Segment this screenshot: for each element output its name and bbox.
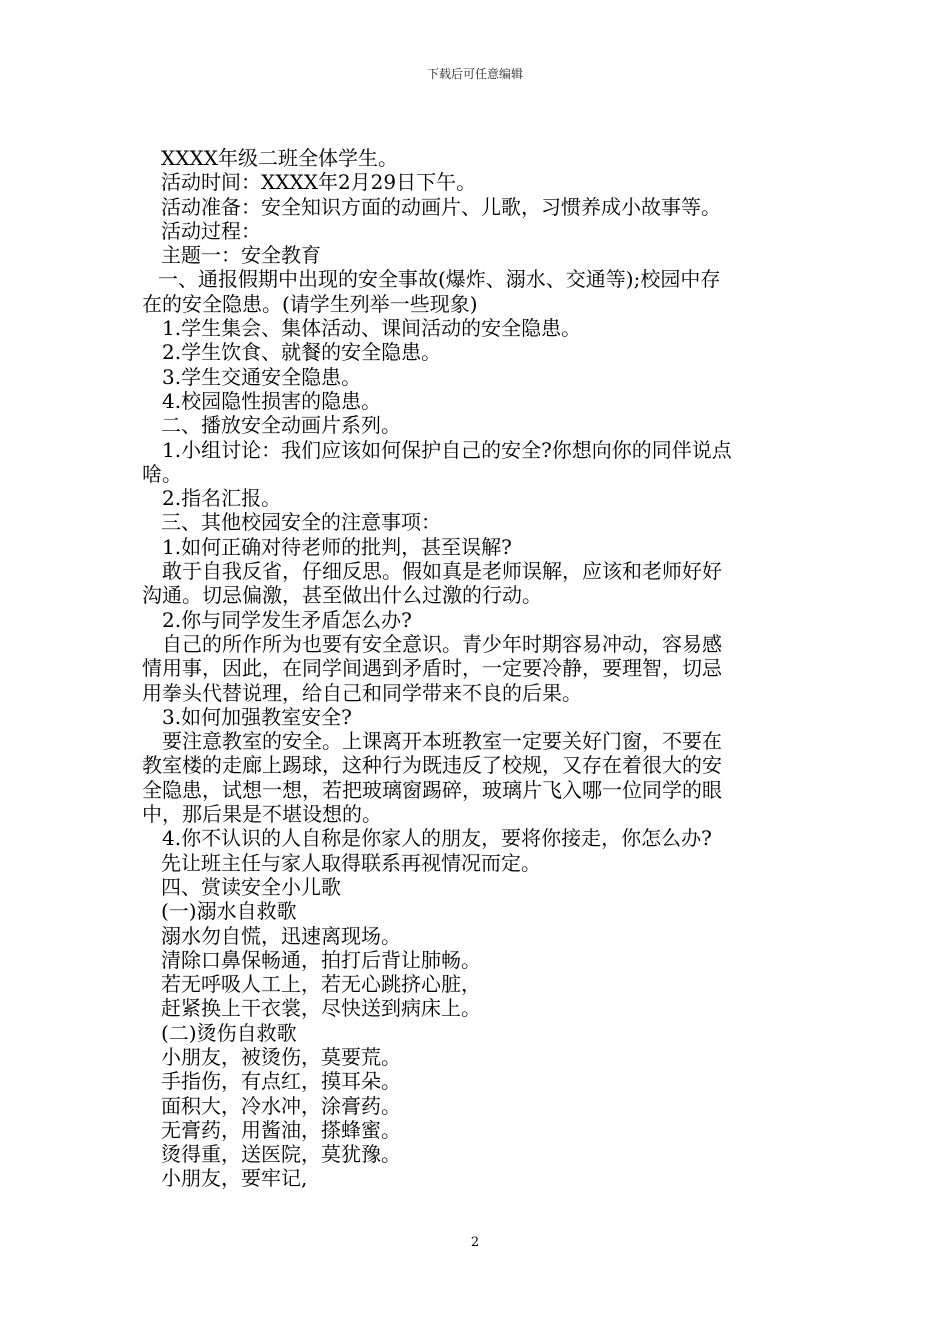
text-line: 1.如何正确对待老师的批判，甚至误解? (162, 534, 512, 559)
text-line: 三、其他校园安全的注意事项： (161, 510, 441, 535)
text-line: XXXX年级二班全体学生。 (161, 146, 398, 170)
text-line: 若无呼吸人工上，若无心跳挤心脏， (161, 972, 481, 997)
text-line: 4.校园隐性损害的隐患。 (162, 388, 382, 413)
text-line: 四、赏读安全小儿歌 (161, 874, 341, 899)
text-line: 小朋友，要牢记, (161, 1166, 308, 1191)
text-line: 要注意教室的安全。上课离开本班教室一定要关好门窗，不要在 (162, 729, 722, 754)
document-body (142, 146, 810, 1191)
text-line: 一、通报假期中出现的安全事故(爆炸、溺水、交通等);校园中存 (158, 267, 721, 292)
text-line: 敢于自我反省，仔细反思。假如真是老师误解，应该和老师好好 (162, 559, 722, 584)
text-line: (二)烫伤自救歌 (161, 1020, 297, 1045)
page-header: 下载后可任意编辑 (426, 67, 523, 81)
text-line: 活动时间：XXXX年2月29日下午。 (161, 170, 477, 195)
text-line: 烫得重，送医院，莫犹豫。 (161, 1142, 401, 1167)
text-line: 2.你与同学发生矛盾怎么办? (162, 607, 412, 632)
text-line: 1.学生集会、集体活动、课间活动的安全隐患。 (162, 316, 582, 341)
text-line: (一)溺水自救歌 (161, 899, 297, 924)
text-line: 溺水勿自慌，迅速离现场。 (161, 923, 401, 948)
text-line: 面积大，冷水冲，涂膏药。 (161, 1093, 401, 1118)
text-line: 情用事，因此，在同学间遇到矛盾时，一定要冷静，要理智，切忌 (142, 656, 722, 681)
text-line: 沟通。切忌偏激，甚至做出什么过激的行动。 (142, 583, 542, 608)
text-line: 先让班主任与家人取得联系再视情况而定。 (161, 850, 541, 875)
text-line: 4.你不认识的人自称是你家人的朋友，要将你接走，你怎么办? (162, 826, 712, 851)
text-line: 活动准备：安全知识方面的动画片、儿歌，习惯养成小故事等。 (161, 194, 721, 219)
text-line: 1.小组讨论：我们应该如何保护自己的安全?你想向你的同伴说点 (162, 437, 732, 462)
text-line: 自己的所作所为也要有安全意识。青少年时期容易冲动，容易感 (162, 631, 722, 656)
text-line: 二、播放安全动画片系列。 (161, 413, 401, 438)
text-line: 小朋友，被烫伤，莫要荒。 (161, 1044, 401, 1069)
text-line: 3.如何加强教室安全? (162, 704, 352, 729)
text-line: 全隐患，试想一想，若把玻璃窗踢碎，玻璃片飞入哪一位同学的眼 (142, 777, 722, 802)
text-line: 无膏药，用酱油，搽蜂蜜。 (161, 1117, 401, 1142)
text-line: 赶紧换上干衣裳，尽快送到病床上。 (161, 996, 481, 1021)
text-line: 2.学生饮食、就餐的安全隐患。 (162, 340, 442, 365)
text-line: 中，那后果是不堪设想的。 (142, 802, 382, 827)
text-line: 手指伤，有点红，摸耳朵。 (161, 1069, 401, 1094)
text-line: 用拳头代替说理，给自己和同学带来不良的后果。 (142, 680, 582, 705)
text-line: 清除口鼻保畅通，拍打后背让肺畅。 (161, 947, 481, 972)
text-line: 在的安全隐患。(请学生列举一些现象) (142, 291, 478, 316)
text-line: 主题一：安全教育 (161, 243, 321, 268)
page-number: 2 (470, 1235, 480, 1250)
text-line: 啥。 (142, 461, 182, 486)
text-line: 教室楼的走廊上踢球，这种行为既违反了校规，又存在着很大的安 (142, 753, 722, 778)
text-line: 3.学生交通安全隐患。 (162, 364, 362, 389)
text-line: 2.指名汇报。 (162, 486, 282, 511)
text-line: 活动过程： (161, 218, 261, 243)
